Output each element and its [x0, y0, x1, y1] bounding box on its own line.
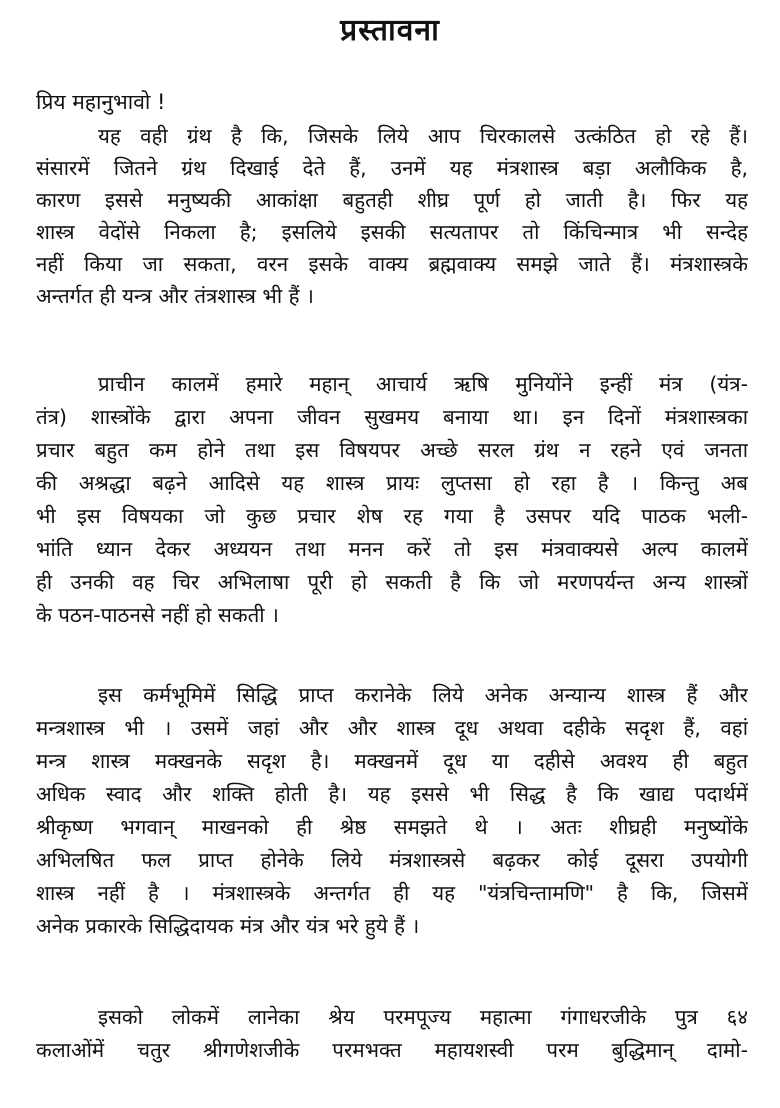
paragraph-line: प्रचार बहुत कम होने तथा इस विषयपर अच्छे सरल ग्रंथ न रहने एवं जनता — [36, 438, 748, 462]
paragraph-4 — [36, 1001, 748, 1067]
paragraph-line: शास्त्र नहीं है । मंत्रशास्त्रके अन्तर्गत ही यह "यंत्रचिन्तामणि" है कि, जिसमें — [36, 881, 748, 905]
paragraph-line: शास्त्र वेदोंसे निकला है; इसलिये इसकी सत्यतापर तो किंचिन्मात्र भी सन्देह — [36, 220, 748, 244]
paragraph-2 — [36, 368, 748, 632]
page-title: प्रस्तावना — [340, 13, 440, 48]
salutation: प्रिय महानुभावो ! — [36, 90, 166, 114]
paragraph-line: कलाओंमें चतुर श्रीगणेशजीके परमभक्त महायशस्वी परम बुद्धिमान् दामो- — [36, 1038, 748, 1062]
paragraph-line: अभिलषित फल प्राप्त होनेके लिये मंत्रशास्त्रसे बढ़कर कोई दूसरा उपयोगी — [36, 848, 748, 872]
paragraph-line: ही उनकी वह चिर अभिलाषा पूरी हो सकती है कि जो मरणपर्यन्त अन्य शास्त्रों — [36, 570, 748, 594]
paragraph-line: कारण इससे मनुष्यकी आकांक्षा बहुतही शीघ्र पूर्ण हो जाती है। फिर यह — [36, 188, 748, 212]
paragraph-line: भांति ध्यान देकर अध्ययन तथा मनन करें तो इस मंत्रवाक्यसे अल्प कालमें — [36, 537, 748, 561]
paragraph-line: इसको लोकमें लानेका श्रेय परमपूज्य महात्मा गंगाधरजीके पुत्र ६४ — [98, 1005, 748, 1029]
paragraph-line: मन्त्रशास्त्र भी । उसमें जहां और और शास्त्र दूध अथवा दहीके सदृश हैं, वहां — [36, 716, 748, 740]
paragraph-line: भी इस विषयका जो कुछ प्रचार शेष रह गया है उसपर यदि पाठक भली- — [36, 504, 748, 528]
paragraph-line: मन्त्र शास्त्र मक्खनके सदृश है। मक्खनमें दूध या दहीसे अवश्य ही बहुत — [36, 749, 748, 773]
paragraph-line: संसारमें जितने ग्रंथ दिखाई देते हैं, उनमें यह मंत्रशास्त्र बड़ा अलौकिक है, — [36, 156, 748, 180]
paragraph-line: के पठन-पाठनसे नहीं हो सकती । — [36, 603, 279, 627]
paragraph-1 — [36, 120, 748, 312]
paragraph-line: यह वही ग्रंथ है कि, जिसके लिये आप चिरकालसे उत्कंठित हो रहे हैं। — [98, 124, 748, 148]
paragraph-line: अधिक स्वाद और शक्ति होती है। यह इससे भी सिद्ध है कि खाद्य पदार्थमें — [36, 782, 748, 806]
paragraph-line: अन्तर्गत ही यन्त्र और तंत्रशास्त्र भी हैं । — [36, 284, 314, 308]
paragraph-line: इस कर्मभूमिमें सिद्धि प्राप्त करानेके लिये अनेक अन्यान्य शास्त्र हैं और — [98, 683, 748, 707]
paragraph-line: की अश्रद्धा बढ़ने आदिसे यह शास्त्र प्रायः लुप्तसा हो रहा है । किन्तु अब — [36, 471, 748, 495]
paragraph-line: श्रीकृष्ण भगवान् माखनको ही श्रेष्ठ समझते थे । अतः शीघ्रही मनुष्योंके — [36, 815, 748, 839]
paragraph-line: प्राचीन कालमें हमारे महान् आचार्य ऋषि मुनियोंने इन्हीं मंत्र (यंत्र- — [98, 372, 748, 396]
paragraph-line: अनेक प्रकारके सिद्धिदायक मंत्र और यंत्र भरे हुये हैं । — [36, 914, 420, 938]
paragraph-3 — [36, 679, 748, 943]
paragraph-line: तंत्र) शास्त्रोंके द्वारा अपना जीवन सुखमय बनाया था। इन दिनों मंत्रशास्त्रका — [36, 405, 748, 429]
paragraph-line: नहीं किया जा सकता, वरन इसके वाक्य ब्रह्मवाक्य समझे जाते हैं। मंत्रशास्त्रके — [36, 252, 748, 276]
